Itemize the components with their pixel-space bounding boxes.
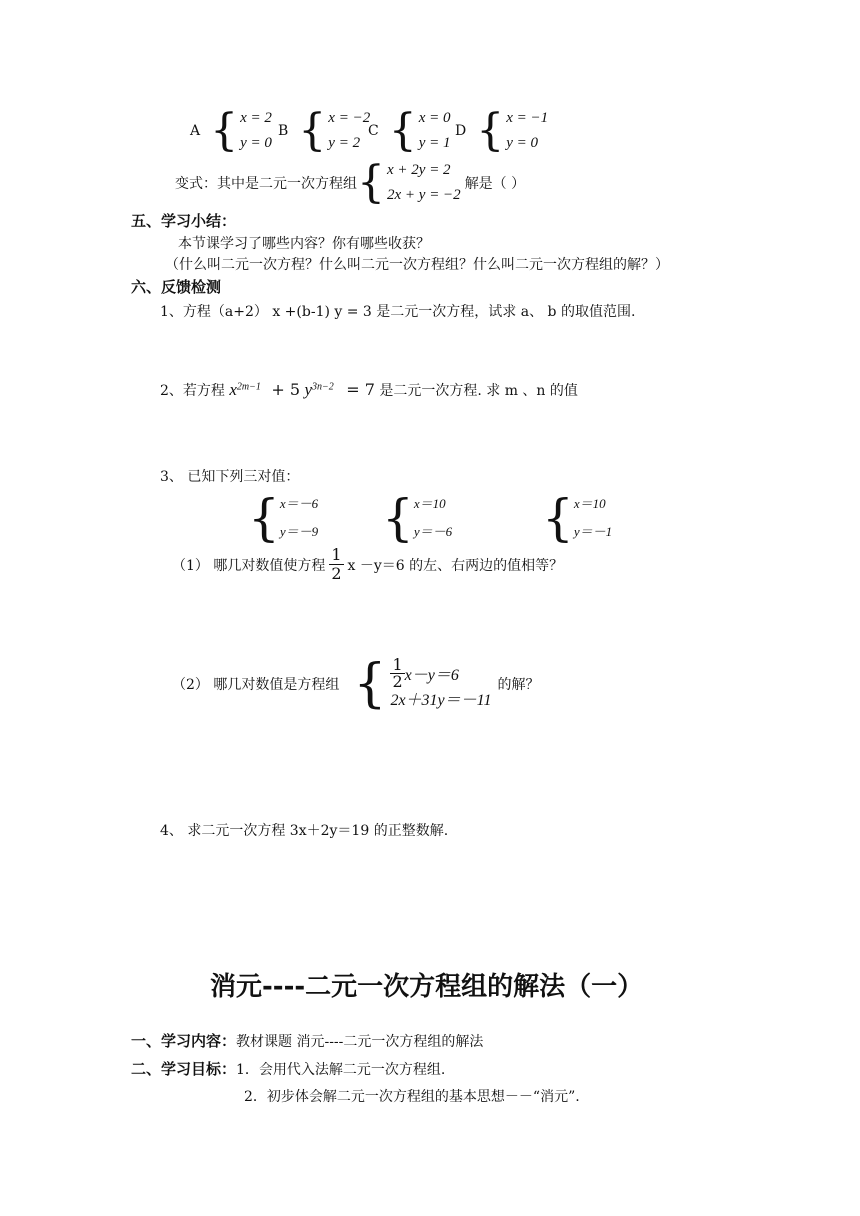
q3-2-suffix: 的解？ [497,677,540,693]
fraction-numerator: 1 [392,654,403,674]
brace: { [353,654,387,714]
question-3-2 [172,656,539,712]
variant-eq1: x + 2y = 2 [387,162,451,178]
option-eq1: x = −1 [506,110,549,126]
q2-suffix: 是二元一次方程. 求 m 、n 的值 [379,383,578,399]
content-label: 一、学习内容： [131,1032,237,1050]
fraction-one-half [390,654,404,691]
q2-eq: = 7 [346,380,375,399]
brace: { [476,105,505,156]
pair-y: y＝－9 [279,524,319,539]
option-eq2: y = 2 [328,135,361,151]
option-eq2: y = 1 [418,135,451,151]
brace: { [542,489,574,547]
question-2 [160,380,578,400]
option-eq1: x = 2 [240,110,272,126]
fraction-one-half [329,546,343,583]
content-line [131,1030,483,1051]
variant-question [175,158,525,208]
brace: { [382,489,414,547]
question-4: 4、 求二元一次方程 3x＋2y＝19 的正整数解. [160,823,449,839]
variant-prefix: 变式：其中是二元一次方程组 [175,176,357,192]
value-pair-3 [542,490,612,546]
option-eq1: x = 0 [418,110,451,126]
brace: { [357,157,385,208]
content-text: 教材课题 消元----二元一次方程组的解法 [236,1034,484,1050]
brace: { [210,105,239,156]
section5-line1: 本节课学习了哪些内容？你有哪些收获？ [178,236,430,252]
q2-x: x [229,380,237,399]
page-title: 消元----二元一次方程组的解法（一） [210,972,644,1002]
q2-prefix: 2、若方程 [160,383,225,399]
pair-x: x＝－6 [279,496,319,511]
brace: { [248,489,280,547]
option-eq1: x = −2 [328,110,371,126]
goal-line [131,1058,445,1079]
variant-suffix: 解是（ ） [464,176,526,192]
q3-1-suffix: x －y＝6 的左、右两边的值相等？ [347,557,564,574]
pair-x: x＝10 [413,496,446,511]
pair-y: y＝－6 [413,524,453,539]
option-letter: C [368,123,379,139]
question-3-1 [172,546,563,583]
fraction-numerator: 1 [331,545,342,564]
option-eq2: y = 0 [506,135,539,151]
pair-y: y＝－1 [573,524,613,539]
question-3: 3、 已知下列三对值： [160,469,300,485]
goal-2: 2．初步体会解二元一次方程组的基本思想－－“消元”. [244,1089,580,1105]
variant-eq2: 2x + y = −2 [387,187,461,203]
q3-2-prefix: （2） 哪几对数值是方程组 [172,677,340,693]
goal-1: 1．会用代入法解二元一次方程组. [236,1062,446,1078]
value-pair-2 [382,490,452,546]
brace: { [388,105,417,156]
fraction-denominator: 2 [331,564,342,583]
option-letter: B [278,123,289,139]
section5-line2: （什么叫二元一次方程？什么叫二元一次方程组？什么叫二元一次方程组的解？） [165,257,669,273]
fraction-denominator: 2 [392,671,403,691]
q2-y-exponent: 3n−2 [312,381,334,393]
system-eq1: x－y＝6 [404,666,459,684]
q3-1-prefix: （1） 哪几对数值使方程 [172,557,326,574]
option-letter: A [190,123,201,139]
option-b [278,106,370,156]
pair-x: x＝10 [573,496,606,511]
section5-heading: 五、学习小结： [131,212,237,230]
q2-mid: + 5 [271,380,301,399]
option-letter: D [455,123,467,139]
question-1: 1、方程（a+2） x +(b-1) y = 3 是二元一次方程，试求 a、 b 的取值范围. [160,304,636,320]
q2-y: y [304,380,313,399]
q2-x-exponent: 2m−1 [236,381,261,393]
brace: { [298,105,327,156]
option-a [190,106,272,156]
option-d [455,106,548,156]
option-c [368,106,451,156]
system-eq2: 2x＋31y＝－11 [390,692,492,709]
value-pair-1 [248,490,318,546]
goal-label: 二、学习目标： [131,1060,237,1078]
option-eq2: y = 0 [240,135,272,151]
section6-heading: 六、反馈检测 [131,278,222,296]
